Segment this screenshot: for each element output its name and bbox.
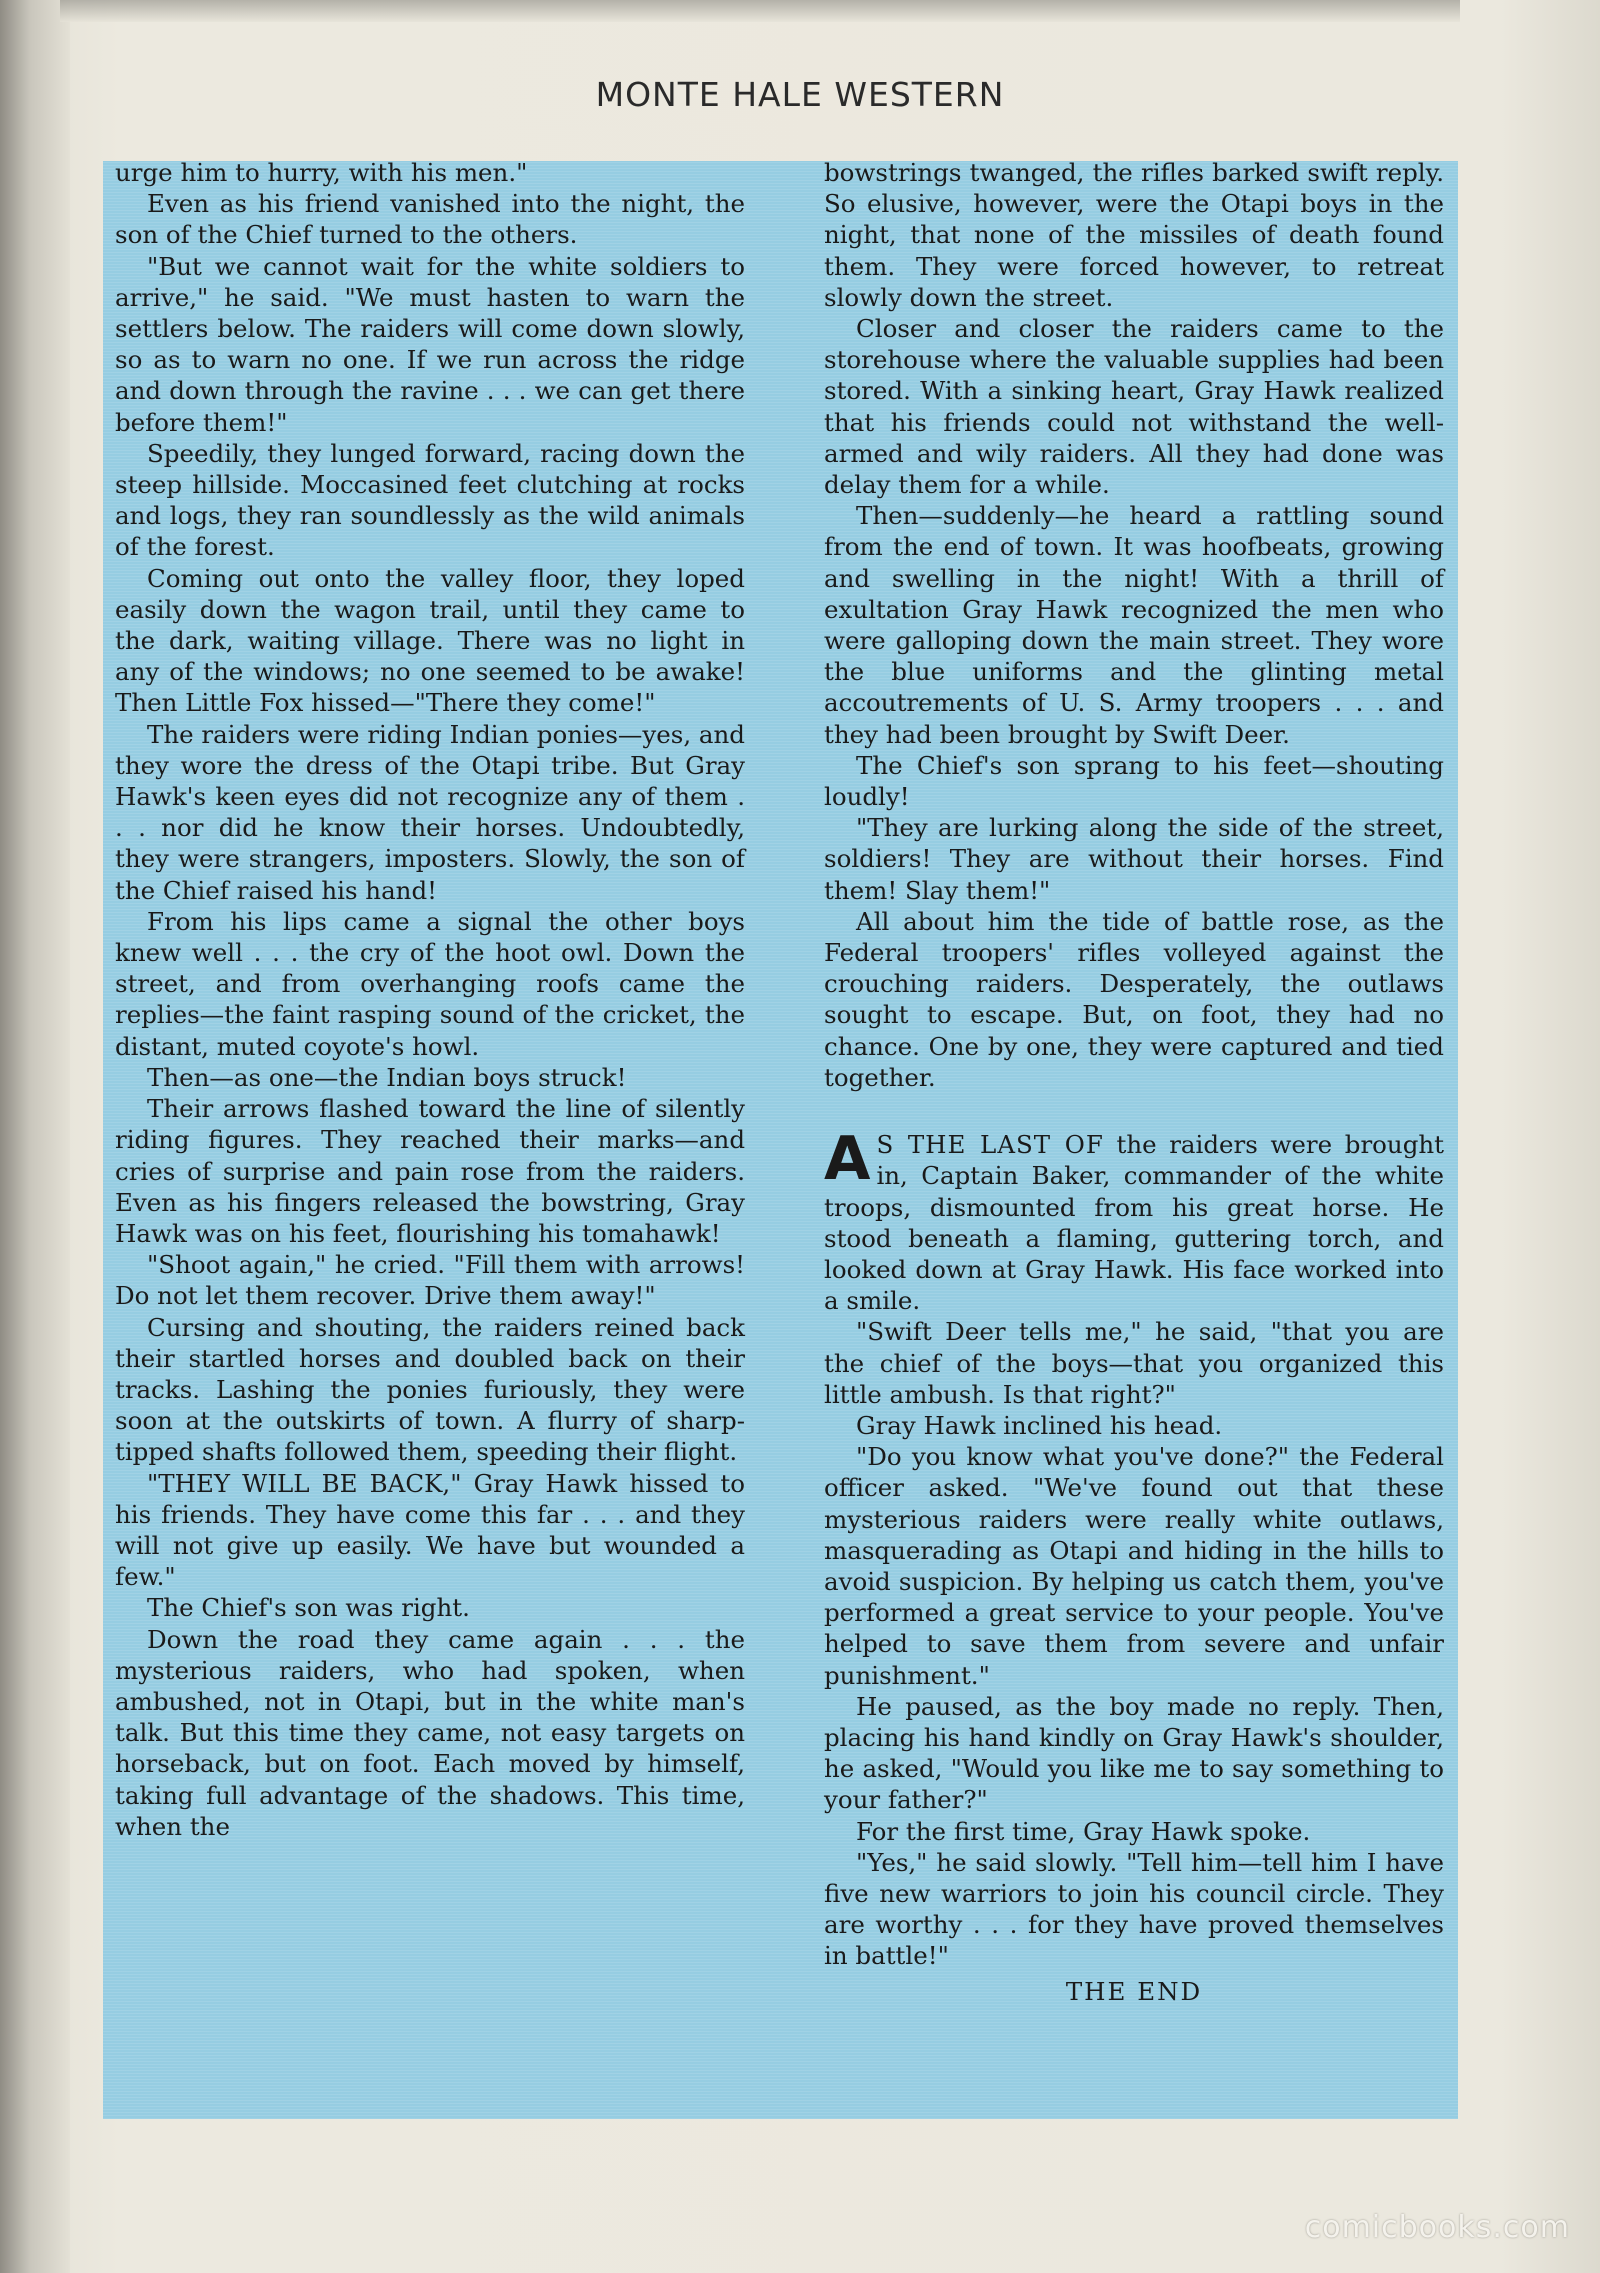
paragraph: All about him the tide of battle rose, as the Federal troopers' rifles volleyed against the crouching raiders. Desperately, the outlaws sought to escape. But, on foot, they had no chance. One by one, they were captured and tied together. [824, 906, 1444, 1092]
paragraph: Down the road they came again . . . the mysterious raiders, who had spoken, when ambushed, not in Otapi, but in the white man's talk. But this time they came, not easy targets on horseback, but on foot. Each moved by himself, taking full advantage of the shadows. This time, when the [115, 1624, 745, 1841]
paragraph: Cursing and shouting, the raiders reined back their startled horses and doubled back on their tracks. Lashing the ponies furiously, they were soon at the outskirts of town. A flurry of sharp-tipped shafts followed them, speeding their flight. [115, 1312, 745, 1467]
right-text-column [824, 157, 1444, 2007]
running-head-title: MONTE HALE WESTERN [595, 75, 1005, 114]
paragraph: "Yes," he said slowly. "Tell him—tell him I have five new warriors to join his council circle. They are worthy . . . for they have proved themselves in battle!" [824, 1847, 1444, 1971]
paragraph: The raiders were riding Indian ponies—yes, and they wore the dress of the Otapi tribe. But Gray Hawk's keen eyes did not recognize any of them . . . nor did he know their horses. Undoubtedly, they were strangers, imposters. Slowly, the son of the Chief raised his hand! [115, 719, 745, 905]
paragraph: Even as his friend vanished into the night, the son of the Chief turned to the others. [115, 189, 745, 250]
left-text-column [115, 157, 745, 1842]
paragraph: urge him to hurry, with his men." [115, 158, 528, 187]
drop-cap: A [824, 1124, 871, 1195]
paragraph: Then—as one—the Indian boys struck! [147, 1062, 627, 1092]
paragraph: Closer and closer the raiders came to the storehouse where the valuable supplies had been stored. With a sinking heart, Gray Hawk realized that his friends could not withstand the well-armed and wily raiders. All they had done was delay them for a while. [824, 314, 1444, 500]
paragraph: The Chief's son was right. [147, 1593, 470, 1623]
paragraph: "Shoot again," he cried. "Fill them with arrows! Do not let them recover. Drive them away!" [115, 1250, 745, 1311]
the-end-label: THE END [1065, 1976, 1203, 2006]
paragraph: Gray Hawk inclined his head. [856, 1410, 1223, 1440]
paragraph: For the first time, Gray Hawk spoke. [856, 1816, 1311, 1846]
paragraph: "THEY WILL BE BACK," Gray Hawk hissed to his friends. They have come this far . . . and they will not give up easily. We have but wounded a few." [115, 1468, 745, 1592]
paragraph: From his lips came a signal the other boys knew well . . . the cry of the hoot owl. Down the street, and from overhanging roofs came the replies—the faint rasping sound of the cricket, the distant, muted coyote's howl. [115, 906, 745, 1061]
paragraph: The Chief's son sprang to his feet—shouting loudly! [824, 750, 1444, 812]
binding-gutter [0, 0, 70, 2273]
paragraph: bowstrings twanged, the rifles barked swift reply. So elusive, however, were the Otapi boys in the night, that none of the missiles of death found them. They were forced however, to retreat slowly down the street. [824, 158, 1444, 312]
paragraph: Then—suddenly—he heard a rattling sound from the end of town. It was hoofbeats, growing and swelling in the night! With a thrill of exultation Gray Hawk recognized the men who were galloping down the main street. They wore the blue uniforms and the glinting metal accoutrements of U. S. Army troopers . . . and they had been brought by Swift Deer. [824, 501, 1444, 749]
paragraph: "But we cannot wait for the white soldiers to arrive," he said. "We must hasten to warn the settlers below. The raiders will come down slowly, so as to warn no one. If we run across the ridge and down through the ravine . . . we can get there before them!" [115, 251, 745, 437]
paragraph: He paused, as the boy made no reply. Then, placing his hand kindly on Gray Hawk's shoulder, he asked, "Would you like me to say something to your father?" [824, 1691, 1444, 1815]
paragraph: Coming out onto the valley floor, they loped easily down the wagon trail, until they came to the dark, waiting village. There was no light in any of the windows; no one seemed to be awake! Then Little Fox hissed—"There they come!" [115, 563, 745, 718]
paragraph: Speedily, they lunged forward, racing down the steep hillside. Moccasined feet clutching at rocks and logs, they ran soundlessly as the wild animals of the forest. [115, 438, 745, 562]
paragraph: "They are lurking along the side of the street, soldiers! They are without their horses. Find them! Slay them!" [824, 813, 1444, 905]
paragraph: Their arrows flashed toward the line of silently riding figures. They reached their marks—and cries of surprise and pain rose from the raiders. Even as his fingers released the bowstring, Gray Hawk was on his feet, flourishing his tomahawk! [115, 1094, 745, 1248]
paragraph: "Swift Deer tells me," he said, "that you are the chief of the boys—that you organized this little ambush. Is that right?" [824, 1317, 1444, 1409]
paragraph-text: the raiders were brought in, Captain Baker, commander of the white troops, dismounted from his great horse. He stood beneath a flaming, guttering torch, and looked down at Gray Hawk. His face worked into a smile. [824, 1130, 1444, 1316]
paragraph: "Do you know what you've done?" the Federal officer asked. "We've found out that these mysterious raiders were really white outlaws, masquerading as Otapi and hiding in the hills to avoid suspicion. By helping us catch them, you've performed a great service to your people. You've helped to save them from severe and unfair punishment." [824, 1442, 1444, 1690]
site-watermark: comicbooks.com [1304, 2210, 1570, 2245]
page-top-edge [60, 0, 1460, 22]
lead-in-caps: S THE LAST OF [876, 1130, 1104, 1160]
section-opening-paragraph [824, 1124, 1444, 1316]
